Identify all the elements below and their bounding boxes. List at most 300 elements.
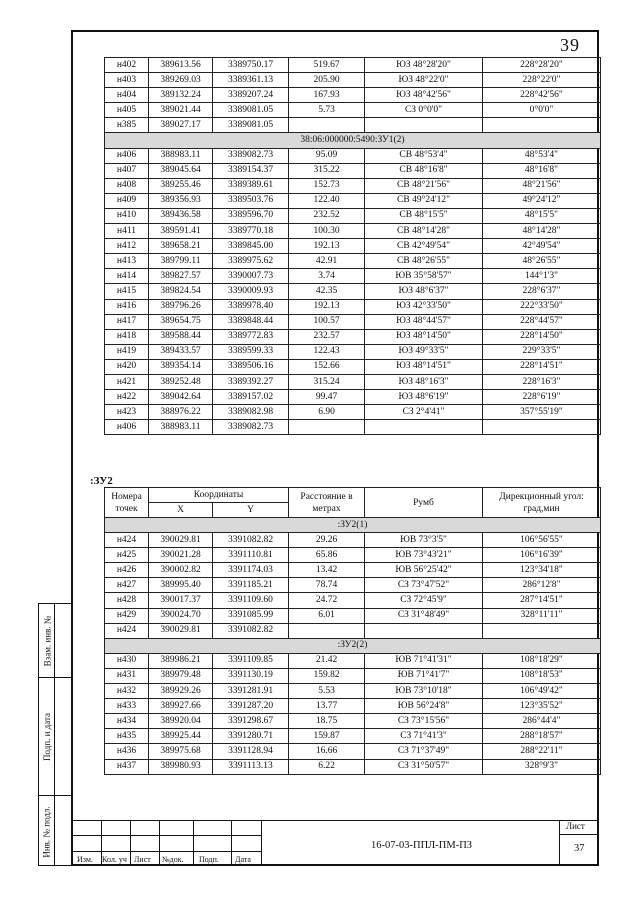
table-cell: 389979.48 bbox=[149, 668, 213, 683]
table-cell: 159.82 bbox=[289, 668, 365, 683]
table-cell: 389824.54 bbox=[149, 284, 213, 299]
table-cell: 3389596.70 bbox=[213, 208, 289, 223]
table-cell: СЗ 31°50'57" bbox=[365, 759, 483, 774]
table-cell: 389354.14 bbox=[149, 359, 213, 374]
table-cell: 192.13 bbox=[289, 239, 365, 254]
table-cell: 228°14'50" bbox=[483, 329, 601, 344]
table-row bbox=[105, 299, 601, 314]
table-cell: н428 bbox=[105, 593, 149, 608]
document-code: 16-07-03-ППЛ-ПМ-ПЗ bbox=[371, 840, 473, 851]
table-cell: 13.77 bbox=[289, 699, 365, 714]
table-cell: 389436.58 bbox=[149, 208, 213, 223]
table-cell: 106°16'39" bbox=[483, 548, 601, 563]
table-cell: ЮВ 71°41'31" bbox=[365, 653, 483, 668]
table-cell: 6.90 bbox=[289, 405, 365, 420]
table-cell: н404 bbox=[105, 88, 149, 103]
margin-stamp bbox=[38, 603, 72, 866]
table-row bbox=[105, 668, 601, 683]
table-cell: 122.40 bbox=[289, 193, 365, 208]
table-cell: 3389157.02 bbox=[213, 390, 289, 405]
table-cell: 232.52 bbox=[289, 208, 365, 223]
table-cell: 389252.48 bbox=[149, 374, 213, 389]
section-band-label: 38:06:000000:5490:ЗУ1(2) bbox=[105, 133, 601, 148]
table-cell: ЮЗ 48°6'19" bbox=[365, 390, 483, 405]
table-cell: СЗ 31°48'49" bbox=[365, 608, 483, 623]
table-row bbox=[105, 359, 601, 374]
sheet-label: Лист bbox=[566, 821, 585, 831]
table-cell: 388983.11 bbox=[149, 420, 213, 435]
table-cell: н424 bbox=[105, 533, 149, 548]
table-cell: н431 bbox=[105, 668, 149, 683]
table-cell: н406 bbox=[105, 420, 149, 435]
table-row bbox=[105, 269, 601, 284]
table-cell: 3391298.67 bbox=[213, 714, 289, 729]
table-cell bbox=[365, 118, 483, 133]
table-row bbox=[105, 58, 601, 73]
table-cell: н405 bbox=[105, 103, 149, 118]
table-cell: 3391185.21 bbox=[213, 578, 289, 593]
table-cell: 3391280.71 bbox=[213, 729, 289, 744]
table-cell: 389021.44 bbox=[149, 103, 213, 118]
table-cell: СЗ 0°0'0" bbox=[365, 103, 483, 118]
table-cell: 13.42 bbox=[289, 563, 365, 578]
tb-label-kol: Кол. уч bbox=[102, 855, 127, 864]
table-cell: 390029.81 bbox=[149, 533, 213, 548]
table-cell: 228°6'19" bbox=[483, 390, 601, 405]
table-cell: 286°44'4" bbox=[483, 714, 601, 729]
table-cell: н416 bbox=[105, 299, 149, 314]
table-cell: 3389082.73 bbox=[213, 420, 289, 435]
table-cell: 3389978.40 bbox=[213, 299, 289, 314]
table-row bbox=[105, 653, 601, 668]
table-cell: 286°12'8" bbox=[483, 578, 601, 593]
table-cell bbox=[365, 420, 483, 435]
table-cell: 6.01 bbox=[289, 608, 365, 623]
table-cell: 205.90 bbox=[289, 73, 365, 88]
table-cell: 389927.66 bbox=[149, 699, 213, 714]
section-band-label: :ЗУ2(2) bbox=[105, 638, 601, 653]
table-cell: 42.91 bbox=[289, 254, 365, 269]
table-cell: СВ 48°53'4" bbox=[365, 148, 483, 163]
table-cell: 228°44'57" bbox=[483, 314, 601, 329]
table-cell: 3389770.18 bbox=[213, 224, 289, 239]
table-row bbox=[105, 103, 601, 118]
table-cell: 24.72 bbox=[289, 593, 365, 608]
table-cell: 3391110.81 bbox=[213, 548, 289, 563]
table-row bbox=[105, 224, 601, 239]
table-cell: СВ 48°16'8" bbox=[365, 163, 483, 178]
stamp-inv-label: Инв. № подл. bbox=[42, 805, 52, 858]
table-cell: 389796.26 bbox=[149, 299, 213, 314]
table-row bbox=[105, 193, 601, 208]
table-cell: 315.22 bbox=[289, 163, 365, 178]
table-cell: 48°14'28" bbox=[483, 224, 601, 239]
table-cell: СЗ 72°45'9" bbox=[365, 593, 483, 608]
table-row bbox=[105, 73, 601, 88]
table-cell: 3389081.05 bbox=[213, 103, 289, 118]
table-cell: 3389081.05 bbox=[213, 118, 289, 133]
sheet-number: 37 bbox=[574, 843, 585, 854]
table-cell: 3391085.99 bbox=[213, 608, 289, 623]
table-cell: СЗ 73°47'52" bbox=[365, 578, 483, 593]
table-row bbox=[105, 314, 601, 329]
table-cell: 122.43 bbox=[289, 344, 365, 359]
table-cell: ЮЗ 48°16'3" bbox=[365, 374, 483, 389]
table-row bbox=[105, 593, 601, 608]
table-cell: 159.87 bbox=[289, 729, 365, 744]
table-cell: 21.42 bbox=[289, 653, 365, 668]
table-cell: 228°42'56" bbox=[483, 88, 601, 103]
table-cell: н419 bbox=[105, 344, 149, 359]
section-band-row bbox=[105, 133, 601, 148]
table-cell: н408 bbox=[105, 178, 149, 193]
table-cell: 232.57 bbox=[289, 329, 365, 344]
table-cell: 192.13 bbox=[289, 299, 365, 314]
table-cell: 390002.82 bbox=[149, 563, 213, 578]
table-row bbox=[105, 344, 601, 359]
table-cell: н417 bbox=[105, 314, 149, 329]
table-cell: 48°21'56" bbox=[483, 178, 601, 193]
table-row bbox=[105, 284, 601, 299]
table-cell: 390017.37 bbox=[149, 593, 213, 608]
table-row bbox=[105, 548, 601, 563]
table-row bbox=[105, 608, 601, 623]
table-cell: 78.74 bbox=[289, 578, 365, 593]
table-cell: 389045.64 bbox=[149, 163, 213, 178]
table-cell: н413 bbox=[105, 254, 149, 269]
table-cell: 5.73 bbox=[289, 103, 365, 118]
table-cell: СЗ 73°15'56" bbox=[365, 714, 483, 729]
table-cell: 228°14'51" bbox=[483, 359, 601, 374]
table-row bbox=[105, 239, 601, 254]
table-cell: н420 bbox=[105, 359, 149, 374]
table-cell: н433 bbox=[105, 699, 149, 714]
table-cell: 3389506.16 bbox=[213, 359, 289, 374]
table-cell: 389613.56 bbox=[149, 58, 213, 73]
section-band-row bbox=[105, 638, 601, 653]
table-row bbox=[105, 88, 601, 103]
stamp-vzam-label: Взам. инв. № bbox=[42, 615, 52, 667]
table-cell: 3391130.19 bbox=[213, 668, 289, 683]
table-cell: 3389845.00 bbox=[213, 239, 289, 254]
header-coords: Координаты bbox=[149, 488, 289, 503]
table-cell: 519.67 bbox=[289, 58, 365, 73]
table-cell: 287°14'51" bbox=[483, 593, 601, 608]
table-cell: 3389599.33 bbox=[213, 344, 289, 359]
table-cell: н423 bbox=[105, 405, 149, 420]
table-row bbox=[105, 329, 601, 344]
table-cell: 3389361.13 bbox=[213, 73, 289, 88]
table-cell: н409 bbox=[105, 193, 149, 208]
table-cell: 3389082.98 bbox=[213, 405, 289, 420]
table-cell: н407 bbox=[105, 163, 149, 178]
table-cell: н426 bbox=[105, 563, 149, 578]
table-cell: 222°33'50" bbox=[483, 299, 601, 314]
coordinates-table-zu2 bbox=[104, 487, 601, 775]
table-row bbox=[105, 759, 601, 774]
table-cell: 389433.57 bbox=[149, 344, 213, 359]
header-angle: Дирекционный угол: град,мин bbox=[483, 488, 601, 518]
table-cell: 3389207.24 bbox=[213, 88, 289, 103]
tb-label-data: Дата bbox=[235, 855, 251, 864]
header-distance: Расстояние в метрах bbox=[289, 488, 365, 518]
table-cell: СВ 48°15'5" bbox=[365, 208, 483, 223]
table-cell: 288°18'57" bbox=[483, 729, 601, 744]
table-cell: 328°9'3" bbox=[483, 759, 601, 774]
table-cell: 48°15'5" bbox=[483, 208, 601, 223]
table-cell: 95.09 bbox=[289, 148, 365, 163]
tb-label-list: Лист bbox=[134, 855, 151, 864]
table-cell: 5.53 bbox=[289, 684, 365, 699]
table-row bbox=[105, 623, 601, 638]
table-row bbox=[105, 163, 601, 178]
section-band-row bbox=[105, 518, 601, 533]
table-cell: ЮЗ 42°33'50" bbox=[365, 299, 483, 314]
table-cell: 389132.24 bbox=[149, 88, 213, 103]
table-cell: 49°24'12" bbox=[483, 193, 601, 208]
table-cell: ЮЗ 48°6'37" bbox=[365, 284, 483, 299]
title-block bbox=[71, 820, 599, 866]
table-cell: 48°16'8" bbox=[483, 163, 601, 178]
table-cell: 29.26 bbox=[289, 533, 365, 548]
table-cell: 106°49'42" bbox=[483, 684, 601, 699]
table-cell: н403 bbox=[105, 73, 149, 88]
table-cell: 389654.75 bbox=[149, 314, 213, 329]
table-cell: 390029.81 bbox=[149, 623, 213, 638]
table-cell: 6.22 bbox=[289, 759, 365, 774]
table-cell: 123°34'18" bbox=[483, 563, 601, 578]
table-cell: н424 bbox=[105, 623, 149, 638]
table-row bbox=[105, 390, 601, 405]
table-cell: 3390007.73 bbox=[213, 269, 289, 284]
table-cell: н412 bbox=[105, 239, 149, 254]
table-cell: 3391128.94 bbox=[213, 744, 289, 759]
table-cell: ЮВ 73°3'5" bbox=[365, 533, 483, 548]
table-cell: 389980.93 bbox=[149, 759, 213, 774]
table-cell: ЮЗ 48°28'20" bbox=[365, 58, 483, 73]
table-row bbox=[105, 744, 601, 759]
table-cell: 3391109.60 bbox=[213, 593, 289, 608]
table-cell: 3389772.83 bbox=[213, 329, 289, 344]
table-cell: 3391281.91 bbox=[213, 684, 289, 699]
table-cell: 3389848.44 bbox=[213, 314, 289, 329]
table-cell: 152.66 bbox=[289, 359, 365, 374]
table-row bbox=[105, 178, 601, 193]
table-cell: 3389389.61 bbox=[213, 178, 289, 193]
tb-label-izm: Изм. bbox=[77, 855, 93, 864]
table-row bbox=[105, 699, 601, 714]
table-cell: 108°18'53" bbox=[483, 668, 601, 683]
table-cell: 389588.44 bbox=[149, 329, 213, 344]
table-cell: 389255.46 bbox=[149, 178, 213, 193]
stamp-podp-label: Подп. и дата bbox=[42, 712, 52, 762]
table-cell: СЗ 71°37'49" bbox=[365, 744, 483, 759]
table-cell bbox=[483, 623, 601, 638]
table-cell: 288°22'11" bbox=[483, 744, 601, 759]
table-cell: СВ 48°26'55" bbox=[365, 254, 483, 269]
table-cell: 3391082.82 bbox=[213, 623, 289, 638]
table-cell: н425 bbox=[105, 548, 149, 563]
table-cell: 389356.93 bbox=[149, 193, 213, 208]
table-cell: н421 bbox=[105, 374, 149, 389]
table-cell: 228°28'20" bbox=[483, 58, 601, 73]
table-cell: ЮЗ 48°44'57" bbox=[365, 314, 483, 329]
table-row bbox=[105, 578, 601, 593]
table-cell: 100.57 bbox=[289, 314, 365, 329]
table-cell: 16.66 bbox=[289, 744, 365, 759]
table-cell: 389658.21 bbox=[149, 239, 213, 254]
table-cell: 123°35'52" bbox=[483, 699, 601, 714]
table-cell: ЮЗ 48°22'0" bbox=[365, 73, 483, 88]
table-cell: 18.75 bbox=[289, 714, 365, 729]
table-row bbox=[105, 714, 601, 729]
table-cell: ЮЗ 48°14'51" bbox=[365, 359, 483, 374]
tb-label-podp: Подп. bbox=[199, 855, 219, 864]
table-cell: 3.74 bbox=[289, 269, 365, 284]
table-cell: 3389975.62 bbox=[213, 254, 289, 269]
header-x: X bbox=[149, 503, 213, 518]
table-cell: н432 bbox=[105, 684, 149, 699]
table-cell: 389986.21 bbox=[149, 653, 213, 668]
table-row bbox=[105, 684, 601, 699]
table-cell: 3389154.37 bbox=[213, 163, 289, 178]
table-cell: 328°11'11" bbox=[483, 608, 601, 623]
table-cell: 390024.70 bbox=[149, 608, 213, 623]
tb-label-ndok: №док. bbox=[162, 855, 184, 864]
table-cell: СВ 48°14'28" bbox=[365, 224, 483, 239]
table-cell: н406 bbox=[105, 148, 149, 163]
page-number-top: 39 bbox=[560, 35, 580, 55]
table-cell: 228°16'3" bbox=[483, 374, 601, 389]
table-cell: 3389082.73 bbox=[213, 148, 289, 163]
table-row bbox=[105, 533, 601, 548]
table-cell: 229°33'5" bbox=[483, 344, 601, 359]
table-cell: 3391109.85 bbox=[213, 653, 289, 668]
table-row bbox=[105, 254, 601, 269]
table-row bbox=[105, 374, 601, 389]
table-cell: 3389503.76 bbox=[213, 193, 289, 208]
table-cell: 152.73 bbox=[289, 178, 365, 193]
section-title-zu2: :ЗУ2 bbox=[90, 475, 113, 487]
table-cell: н435 bbox=[105, 729, 149, 744]
table-cell: н434 bbox=[105, 714, 149, 729]
table-cell bbox=[483, 118, 601, 133]
table-cell: 48°26'55" bbox=[483, 254, 601, 269]
table-cell: ЮВ 56°25'42" bbox=[365, 563, 483, 578]
table-cell: 390021.28 bbox=[149, 548, 213, 563]
table-row bbox=[105, 405, 601, 420]
table-cell: 389027.17 bbox=[149, 118, 213, 133]
table-cell: СВ 42°49'54" bbox=[365, 239, 483, 254]
table-cell: ЮВ 73°43'21" bbox=[365, 548, 483, 563]
table-cell: н429 bbox=[105, 608, 149, 623]
table-cell: 100.30 bbox=[289, 224, 365, 239]
table-cell: 357°55'19" bbox=[483, 405, 601, 420]
table-cell: 108°18'29" bbox=[483, 653, 601, 668]
table-cell: н422 bbox=[105, 390, 149, 405]
table-cell: ЮВ 56°24'8" bbox=[365, 699, 483, 714]
table-cell: 3391287.20 bbox=[213, 699, 289, 714]
table-row bbox=[105, 420, 601, 435]
table-cell: СВ 49°24'12" bbox=[365, 193, 483, 208]
table-cell bbox=[289, 118, 365, 133]
table-cell: 388983.11 bbox=[149, 148, 213, 163]
table-cell bbox=[365, 623, 483, 638]
table-cell: 3389750.17 bbox=[213, 58, 289, 73]
table-cell: 389799.11 bbox=[149, 254, 213, 269]
table-cell: 389995.40 bbox=[149, 578, 213, 593]
table-cell: ЮЗ 49°33'5" bbox=[365, 344, 483, 359]
table-cell: 99.47 bbox=[289, 390, 365, 405]
table-cell: 3391174.03 bbox=[213, 563, 289, 578]
table-cell: ЮВ 73°10'18" bbox=[365, 684, 483, 699]
table-cell: н411 bbox=[105, 224, 149, 239]
table-cell: 389925.44 bbox=[149, 729, 213, 744]
header-rumb: Румб bbox=[365, 488, 483, 518]
table-cell: н427 bbox=[105, 578, 149, 593]
table-cell: н437 bbox=[105, 759, 149, 774]
table-cell bbox=[483, 420, 601, 435]
table-cell: 388976.22 bbox=[149, 405, 213, 420]
table-cell: 389920.04 bbox=[149, 714, 213, 729]
table-cell: 389975.68 bbox=[149, 744, 213, 759]
section-band-label: :ЗУ2(1) bbox=[105, 518, 601, 533]
table-cell: н402 bbox=[105, 58, 149, 73]
table-cell: 228°6'37" bbox=[483, 284, 601, 299]
table-cell: СВ 48°21'56" bbox=[365, 178, 483, 193]
table-cell: 228°22'0" bbox=[483, 73, 601, 88]
table-cell: 3389392.27 bbox=[213, 374, 289, 389]
table-row bbox=[105, 729, 601, 744]
table-cell: 0°0'0" bbox=[483, 103, 601, 118]
table-cell: 42.35 bbox=[289, 284, 365, 299]
table-cell: 315.24 bbox=[289, 374, 365, 389]
coordinates-table-zu1 bbox=[104, 57, 601, 435]
table-row bbox=[105, 118, 601, 133]
table-cell: н414 bbox=[105, 269, 149, 284]
table-cell bbox=[289, 420, 365, 435]
header-point-no: Номера точек bbox=[105, 488, 149, 518]
table-cell: 3390009.93 bbox=[213, 284, 289, 299]
table-cell: н430 bbox=[105, 653, 149, 668]
table-cell: ЮВ 35°58'57" bbox=[365, 269, 483, 284]
table-cell: СЗ 2°4'41" bbox=[365, 405, 483, 420]
table-cell: 389042.64 bbox=[149, 390, 213, 405]
table-cell: 144°1'3" bbox=[483, 269, 601, 284]
header-y: Y bbox=[213, 503, 289, 518]
table-cell bbox=[289, 623, 365, 638]
table-cell: ЮЗ 48°14'50" bbox=[365, 329, 483, 344]
table-cell: 48°53'4" bbox=[483, 148, 601, 163]
table-row bbox=[105, 148, 601, 163]
table-cell: 3391082.82 bbox=[213, 533, 289, 548]
table-cell: н436 bbox=[105, 744, 149, 759]
table-cell: ЮВ 71°41'7" bbox=[365, 668, 483, 683]
table-header-row bbox=[105, 488, 601, 503]
table-cell: н410 bbox=[105, 208, 149, 223]
table-cell: н418 bbox=[105, 329, 149, 344]
table-cell: 389269.03 bbox=[149, 73, 213, 88]
table-cell: 389929.26 bbox=[149, 684, 213, 699]
table-cell: 389827.57 bbox=[149, 269, 213, 284]
table-cell: 65.86 bbox=[289, 548, 365, 563]
table-row bbox=[105, 563, 601, 578]
table-cell: 3391113.13 bbox=[213, 759, 289, 774]
table-cell: н385 bbox=[105, 118, 149, 133]
table-row bbox=[105, 208, 601, 223]
table-cell: 167.93 bbox=[289, 88, 365, 103]
table-cell: н415 bbox=[105, 284, 149, 299]
